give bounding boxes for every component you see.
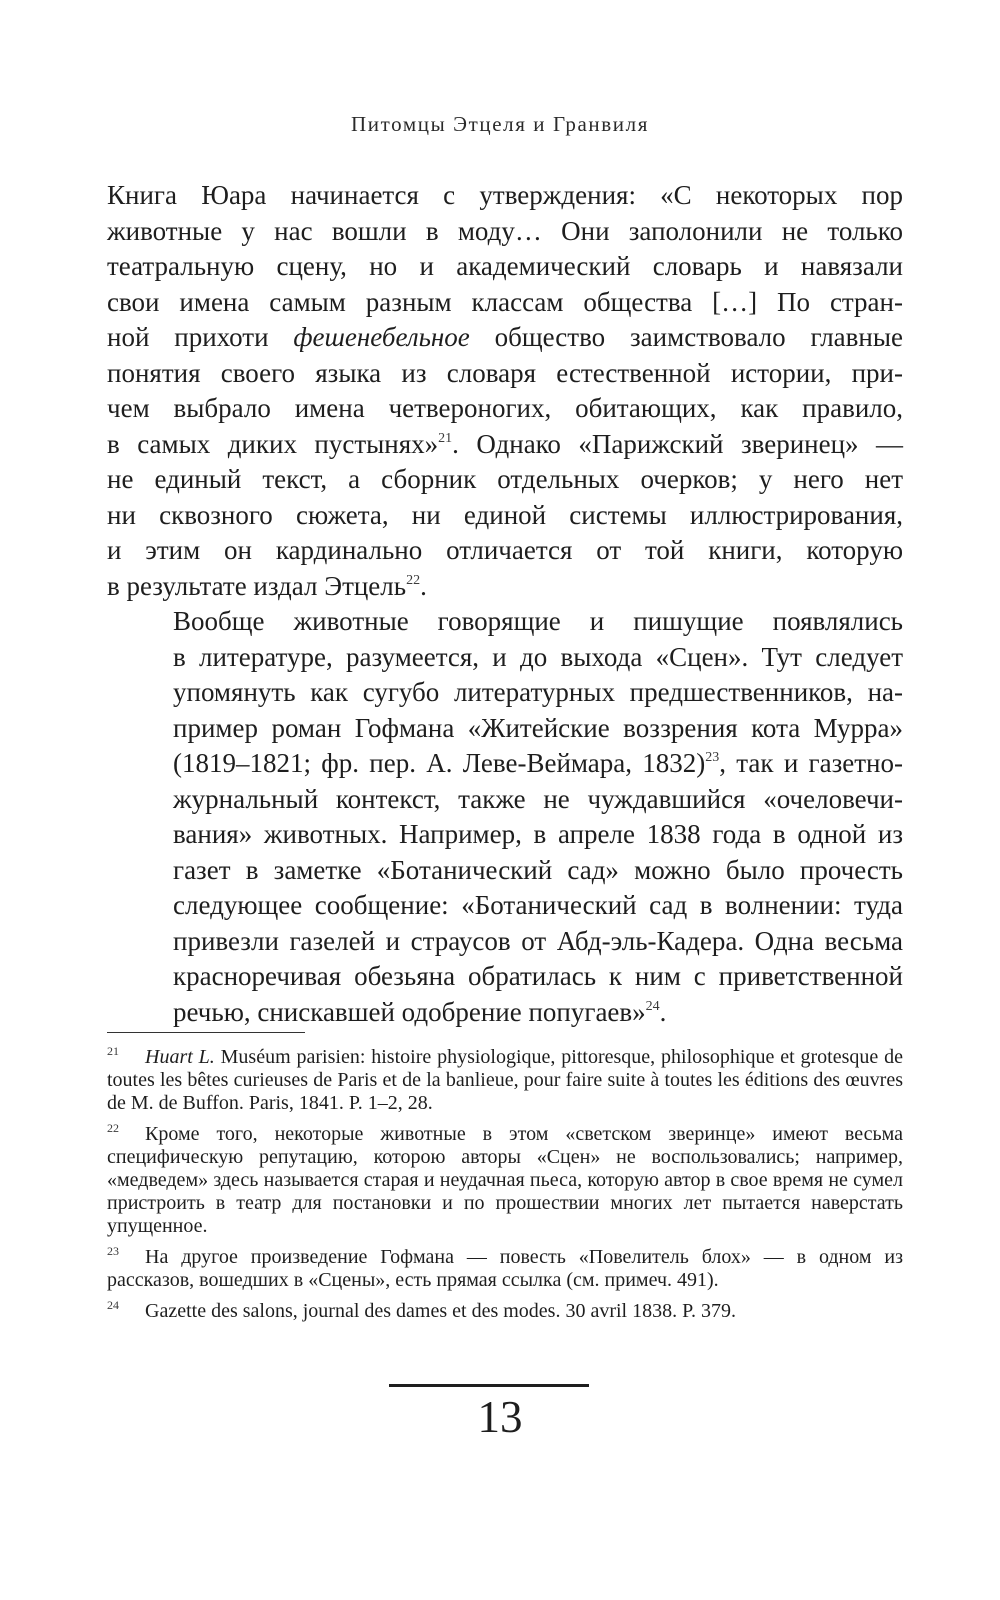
text-line: журнальный контекст, также не чуждавшийся «очеловечи-: [173, 783, 903, 814]
text-fragment: в результате издал Этцель: [107, 570, 407, 601]
text-line: привезли газелей и страусов от Абд-эль-Кадера. Одна весьма: [173, 925, 903, 956]
footnote-text: Gazette des salons, journal des dames et des modes. 30 avril 1838. P. 379.: [145, 1300, 736, 1322]
text-fragment: речью, снискавшей одобрение попугаев»: [173, 996, 646, 1027]
text-line: Книга Юара начинается с утверждения: «С некоторых пор: [107, 180, 903, 210]
text-line: [107, 569, 903, 605]
footnote-text: На другое произведение Гофмана — повесть «Повелитель блох» — в одном из рассказов, вошедших в «Сцены», есть прямая ссылка (см. примеч. 491).: [107, 1246, 903, 1291]
text-line: понятия своего языка из словаря естественной истории, при-: [107, 357, 903, 388]
footnote-author: Huart L.: [145, 1046, 215, 1068]
text-line: пример роман Гофмана «Житейские воззрения кота Мурра»: [173, 712, 903, 743]
body-text: [107, 178, 903, 1030]
footnote-text: Кроме того, некоторые животные в этом «светском зверинце» имеют весьма специфическую репутацию, которою авторы «Сцен» не воспользовались; например, «медведем» здесь называется старая и неудачная пьеса, которую автор в свое время не сумел пристроить в театр для постановки и по прошествии многих лет пытается наверстать упущенное.: [107, 1123, 903, 1237]
text-line: [107, 995, 903, 1031]
text-fragment: в самых диких пустынях»: [107, 428, 439, 459]
text-line: животные у нас вошли в моду… Они заполонили не только: [107, 215, 903, 246]
paragraph-2: [107, 604, 903, 1030]
text-line: и этим он кардинально отличается от той книги, которую: [107, 535, 903, 565]
text-fragment: ной прихоти: [107, 322, 294, 352]
text-line: красноречивая обезьяна обратилась к ним с приветственной: [173, 961, 903, 991]
text-line: газет в заметке «Ботанический сад» можно было прочесть: [173, 854, 903, 885]
footnote-text: Muséum parisien: histoire physiologique, pittoresque, philosophique et grotesque de toutes les bêtes curieuses de Paris et de la banlieue, pour faire suite à toutes les éditions des œuvres de M. de Buffon. Paris, 1841. P. 1–2, 28.: [107, 1046, 904, 1114]
page-number-rule: [389, 1384, 589, 1387]
footnote-ref-22[interactable]: 22: [406, 572, 421, 588]
text-line: чем выбрало имена четвероногих, обитающих, как правило,: [107, 393, 903, 423]
text-line: свои имена самым разным классам общества […] По стран-: [107, 286, 903, 317]
footnote-22: 22 Кроме того, некоторые животные в этом «светском зверинце» имеют весьма специфическую репутацию, которою авторы «Сцен» не воспользовались; например, «медведем» здесь называется старая и неудачная пьеса, которую автор в свое время не сумел пристроить в театр для постановки и по прошествии многих лет пытается наверстать упущенное.: [107, 1121, 903, 1237]
text-line: ни сквозного сюжета, ни единой системы иллюстрирования,: [107, 499, 903, 530]
footnote-24: 24 Gazette des salons, journal des dames et des modes. 30 avril 1838. P. 379.: [107, 1298, 736, 1322]
text-line: Вообще животные говорящие и пишущие появлялись: [173, 606, 903, 636]
text-line: театральную сцену, но и академический словарь и навязали: [107, 251, 903, 281]
text-fragment: общество заимствовало главные: [469, 322, 903, 352]
footnote-ref-23[interactable]: 23: [705, 750, 720, 765]
text-fragment: .: [659, 996, 667, 1027]
text-line: упомянуть как сугубо литературных предшественников, на-: [173, 677, 903, 707]
text-fragment: . Однако «Парижский зверинец» —: [452, 428, 903, 459]
running-head: Питомцы Этцеля и Гранвиля: [351, 112, 649, 136]
text-fragment: .: [420, 570, 427, 601]
text-line: следующее сообщение: «Ботанический сад в волнении: туда: [173, 890, 903, 920]
text-line: [107, 746, 903, 782]
footnote-divider: [107, 1032, 305, 1033]
page-number: 13: [477, 1392, 523, 1442]
footnote-21: 21 Huart L. Muséum parisien: histoire physiologique, pittoresque, philosophique et grotesque de toutes les bêtes curieuses de Paris et de la banlieue, pour faire suite à toutes les éditions des œuvres de M. de Buffon. Paris, 1841. P. 1–2, 28.: [107, 1044, 904, 1114]
footnotes: [107, 1046, 903, 1331]
footnote-23: 23 На другое произведение Гофмана — повесть «Повелитель блох» — в одном из рассказов, вошедших в «Сцены», есть прямая ссылка (см. примеч. 491).: [107, 1244, 903, 1291]
paragraph-1: [107, 178, 903, 604]
text-line: в литературе, разумеется, и до выхода «Сцен». Тут следует: [173, 641, 903, 672]
text-line: не единый текст, а сборник отдельных очерков; у него нет: [107, 464, 903, 494]
text-fragment: , так и газетно-: [719, 748, 903, 778]
text-line: [107, 427, 903, 463]
italic-term: фешенебельное: [293, 322, 470, 352]
footnote-ref-24[interactable]: 24: [645, 998, 660, 1014]
footnote-ref-21[interactable]: 21: [438, 430, 453, 446]
text-line: вания» животных. Например, в апреле 1838 года в одной из: [173, 819, 903, 849]
text-fragment: (1819–1821; фр. пер. А. Леве-Веймара, 1832): [173, 748, 706, 778]
text-line: [107, 320, 903, 356]
